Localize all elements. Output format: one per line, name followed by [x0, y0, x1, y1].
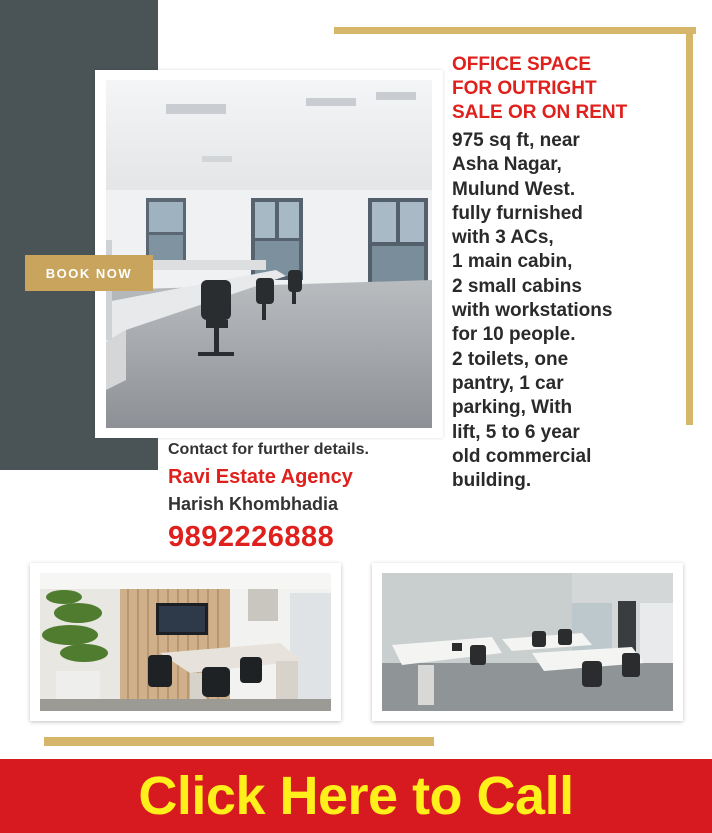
details-line: fully furnished [452, 202, 583, 224]
details-line: 2 toilets, one [452, 348, 569, 370]
contact-person: Harish Khombhadia [168, 494, 339, 514]
headline-line: SALE OR ON RENT [452, 102, 628, 123]
details-line: lift, 5 to 6 year [452, 421, 580, 443]
details-line: pantry, 1 car [452, 372, 564, 394]
phone-number[interactable]: 9892226888 [168, 521, 335, 553]
details-line: 1 main cabin, [452, 251, 573, 273]
details-line: for 10 people. [452, 324, 576, 346]
headline-line: OFFICE SPACE [452, 54, 591, 75]
office-interior-photo [106, 80, 432, 428]
headline [452, 53, 692, 125]
agency-name: Ravi Estate Agency [168, 466, 353, 488]
details-line: Asha Nagar, [452, 154, 562, 176]
cabin-photo [40, 573, 331, 711]
details-line: with workstations [452, 300, 613, 322]
call-button[interactable] [0, 759, 712, 833]
details-line: parking, With [452, 397, 573, 419]
contact-block [168, 441, 443, 554]
details-line: 975 sq ft, near [452, 130, 580, 151]
main-photo-frame [95, 70, 443, 438]
book-now-button[interactable]: BOOK NOW [25, 255, 153, 291]
gold-accent-line-top [334, 27, 696, 34]
details-line: building. [452, 470, 532, 492]
call-button-label: Click Here to Call [138, 766, 574, 826]
details-line: 2 small cabins [452, 275, 582, 297]
details-line: with 3 ACs, [452, 227, 554, 249]
workstation-photo-frame [372, 563, 683, 721]
property-details [452, 129, 702, 493]
cabin-photo-frame [30, 563, 341, 721]
workstation-photo [382, 573, 673, 711]
details-line: old commercial [452, 445, 592, 467]
contact-note: Contact for further details. [168, 441, 369, 458]
headline-line: FOR OUTRIGHT [452, 78, 597, 99]
gold-accent-line-bottom [44, 737, 434, 746]
details-line: Mulund West. [452, 178, 576, 200]
